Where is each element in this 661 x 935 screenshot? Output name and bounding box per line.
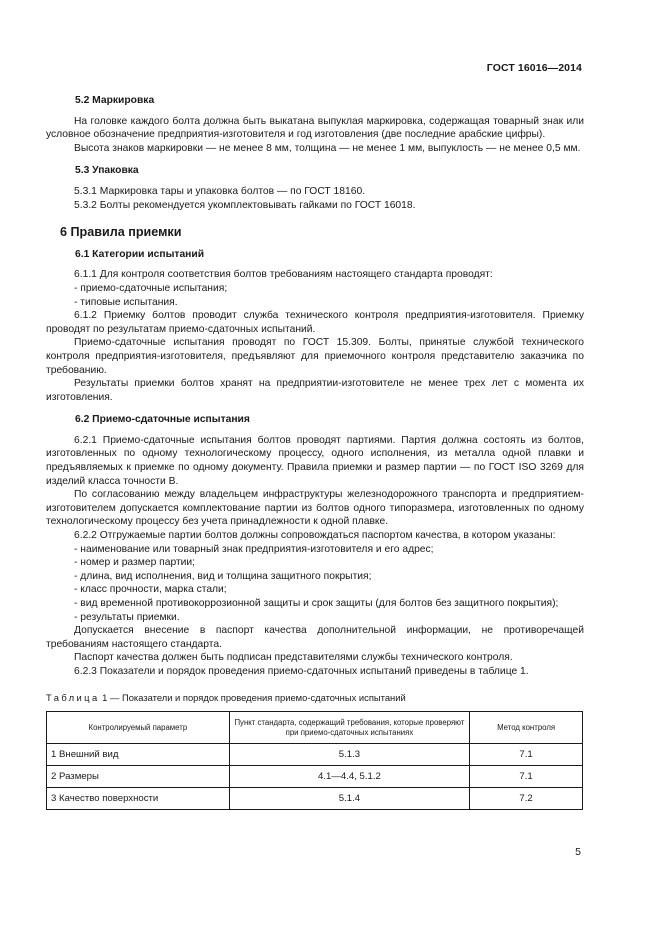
table-cell: 4.1—4.4, 5.1.2 xyxy=(229,766,469,788)
table-row xyxy=(47,766,583,788)
table-cell: 1 Внешний вид xyxy=(47,744,230,766)
paragraph: Результаты приемки болтов хранят на предприятии-изготовителе не менее трех лет с момента их изготовления. xyxy=(46,378,584,403)
standard-code: ГОСТ 16016—2014 xyxy=(486,62,582,74)
section-6-1-title: 6.1 Категории испытаний xyxy=(75,248,205,260)
paragraph: Паспорт качества должен быть подписан представителями службы технического контроля. xyxy=(74,652,513,664)
paragraph: По согласованию между владельцем инфраструктуры железнодорожного транспорта и предприятием-изготовителем допускается комплектование партии из болтов одного типоразмера, изготовленных по одному технологическому процессу без учета принадлежности к одной плавке. xyxy=(46,489,584,528)
paragraph: Приемо-сдаточные испытания проводят по ГОСТ 15.309. Болты, принятые службой технического контроля предприятия-изготовителя, предъявляют для приемочного контроля представителю заказчика по требованию. xyxy=(46,337,584,376)
table-caption-text: 1 — Показатели и порядок проведения приемо-сдаточных испытаний xyxy=(99,691,406,703)
list-item: - типовые испытания. xyxy=(74,296,178,308)
table-row xyxy=(47,744,583,766)
paragraph: 5.3.1 Маркировка тары и упаковка болтов — по ГОСТ 18160. xyxy=(74,185,366,197)
table-cell: 5.1.4 xyxy=(229,788,469,810)
list-item: - номер и размер партии; xyxy=(74,557,196,569)
list-item: - вид временной противокоррозионной защиты и срок защиты (для болтов без защитного покрытия); xyxy=(74,598,559,609)
list-item: - длина, вид исполнения, вид и толщина защитного покрытия; xyxy=(74,570,372,582)
table-cell: 5.1.3 xyxy=(229,744,469,766)
paragraph: 5.3.2 Болты рекомендуется укомплектовывать гайками по ГОСТ 16018. xyxy=(74,199,416,211)
table-caption-prefix: Таблица xyxy=(46,691,100,703)
paragraph: Допускается внесение в паспорт качества дополнительной информации, не противоречащей требованиям настоящего стандарта. xyxy=(46,625,584,650)
table-cell: 7.2 xyxy=(470,788,583,810)
table-header-row xyxy=(47,712,583,744)
section-5-2-title: 5.2 Маркировка xyxy=(75,95,155,106)
section-6-2-title: 6.2 Приемо-сдаточные испытания xyxy=(75,414,250,426)
page-content xyxy=(46,88,584,810)
table-caption xyxy=(46,691,584,705)
list-item: - наименование или товарный знак предприятия-изготовителя и его адрес; xyxy=(74,543,434,555)
table-cell: 2 Размеры xyxy=(47,766,230,788)
paragraph: 6.1.1 Для контроля соответствия болтов требованиям настоящего стандарта проводят: xyxy=(74,269,493,281)
paragraph: 6.2.2 Отгружаемые партии болтов должны сопровождаться паспортом качества, в котором указаны: xyxy=(74,530,556,542)
table-cell: 7.1 xyxy=(470,744,583,766)
table-1 xyxy=(46,711,583,810)
table-header-cell: Метод контроля xyxy=(470,712,583,744)
table-row xyxy=(47,788,583,810)
paragraph: На головке каждого болта должна быть выкатана выпуклая маркировка, содержащая товарный знак или условное обозначение предприятия-изготовителя и год изготовления (две последние арабские цифры). xyxy=(46,115,584,141)
list-item: - результаты приемки. xyxy=(74,611,180,623)
section-5-3-title: 5.3 Упаковка xyxy=(75,165,139,177)
list-item: - приемо-сдаточные испытания; xyxy=(74,282,228,294)
table-cell: 7.1 xyxy=(470,766,583,788)
paragraph: 6.2.3 Показатели и порядок проведения приемо-сдаточных испытаний приведены в таблице 1. xyxy=(74,665,529,677)
table-cell: 3 Качество поверхности xyxy=(47,788,230,810)
paragraph: Высота знаков маркировки — не менее 8 мм, толщина — не менее 1 мм, выпуклость — не менее 0,5 мм. xyxy=(74,142,581,154)
table-header-cell: Пункт стандарта, содержащий требования, которые проверяют при приемо-сдаточных испытаниях xyxy=(229,712,469,744)
paragraph: 6.2.1 Приемо-сдаточные испытания болтов проводят партиями. Партия должна состоять из болтов, изготовленных по одному технологическому процессу, одного исполнения, из металла одной плавки и предъявляемых к приемке по одному документу. Правила приемки и размер партии — по ГОСТ ISO 3269 для изделий класса точности В. xyxy=(46,434,584,487)
table-header-cell: Контролируемый параметр xyxy=(47,712,230,744)
section-6-title: 6 Правила приемки xyxy=(60,225,182,240)
paragraph: 6.1.2 Приемку болтов проводит служба технического контроля предприятия-изготовителя. Приемку проводят по результатам приемо-сдаточных испытаний. xyxy=(46,310,584,335)
page-number: 5 xyxy=(575,846,581,858)
list-item: - класс прочности, марка стали; xyxy=(74,584,227,596)
